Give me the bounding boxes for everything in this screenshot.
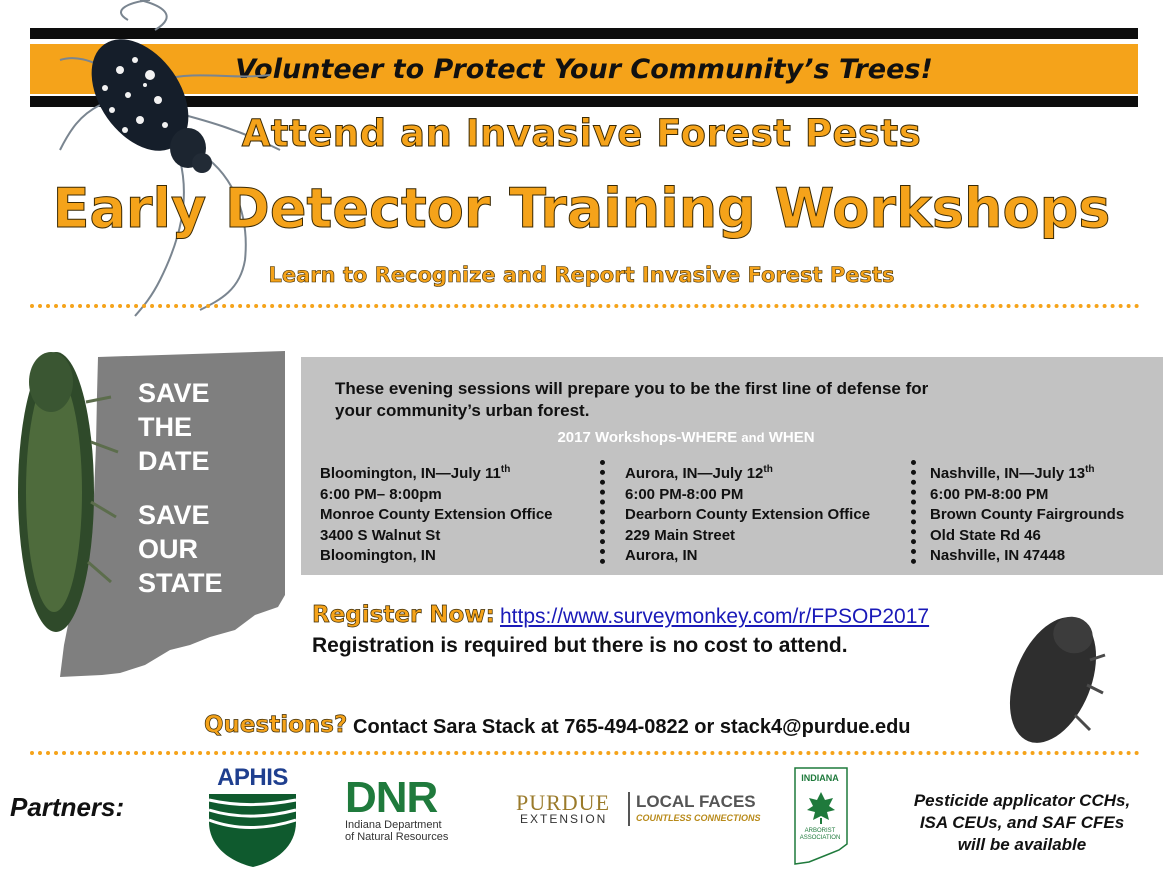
column-divider-2 <box>911 460 920 564</box>
title-line-1: Attend an Invasive Forest Pests <box>241 112 922 155</box>
indiana-arborist-association-logo: INDIANA ARBORIST ASSOCIATION <box>789 764 851 868</box>
location-bloomington: Bloomington, IN—July 11th 6:00 PM– 8:00pm Monroe County Extension Office 3400 S Walnut St Bloomington, IN <box>320 464 553 564</box>
registration-note: Registration is required but there is no cost to attend. <box>312 634 848 657</box>
black-beetle-image <box>995 605 1115 750</box>
banner-tagline: Volunteer to Protect Your Community’s Trees! <box>235 54 933 85</box>
intro-text: These evening sessions will prepare you to be the first line of defense for your community’s urban forest. <box>335 379 929 420</box>
dotted-divider-top <box>30 304 1140 308</box>
save-the-date-text: SAVE THE DATE SAVE OUR STATE <box>138 378 223 598</box>
partners-label: Partners: <box>10 792 125 822</box>
questions-label: Questions? <box>204 712 348 738</box>
emerald-ash-borer-image <box>6 342 126 642</box>
title-line-2: Early Detector Training Workshops <box>52 177 1111 240</box>
location-nashville: Nashville, IN—July 13th 6:00 PM-8:00 PM Brown County Fairgrounds Old State Rd 46 Nashville, IN 47448 <box>930 464 1125 564</box>
location-aurora: Aurora, IN—July 12th 6:00 PM-8:00 PM Dearborn County Extension Office 229 Main Street Aurora, IN <box>625 464 871 564</box>
dotted-divider-bottom <box>30 751 1140 755</box>
continuing-education-credits: Pesticide applicator CCHs, ISA CEUs, and SAF CFEs will be available <box>913 791 1131 854</box>
dnr-logo: DNR Indiana Department of Natural Resources <box>345 773 449 843</box>
aphis-logo: APHIS <box>205 764 300 868</box>
subtitle: Learn to Recognize and Report Invasive Forest Pests <box>268 263 895 287</box>
contact-info: Contact Sara Stack at 765-494-0822 or stack4@purdue.edu <box>353 716 911 738</box>
registration-link[interactable]: https://www.surveymonkey.com/r/FPSOP2017 <box>500 605 930 628</box>
column-divider-1 <box>600 460 609 564</box>
register-now-label: Register Now: <box>312 602 495 628</box>
purdue-extension-logo: PURDUE EXTENSION LOCAL FACES COUNTLESS CONNECTIONS <box>516 790 761 826</box>
workshops-heading: 2017 Workshops-WHERE and WHEN <box>557 429 815 446</box>
